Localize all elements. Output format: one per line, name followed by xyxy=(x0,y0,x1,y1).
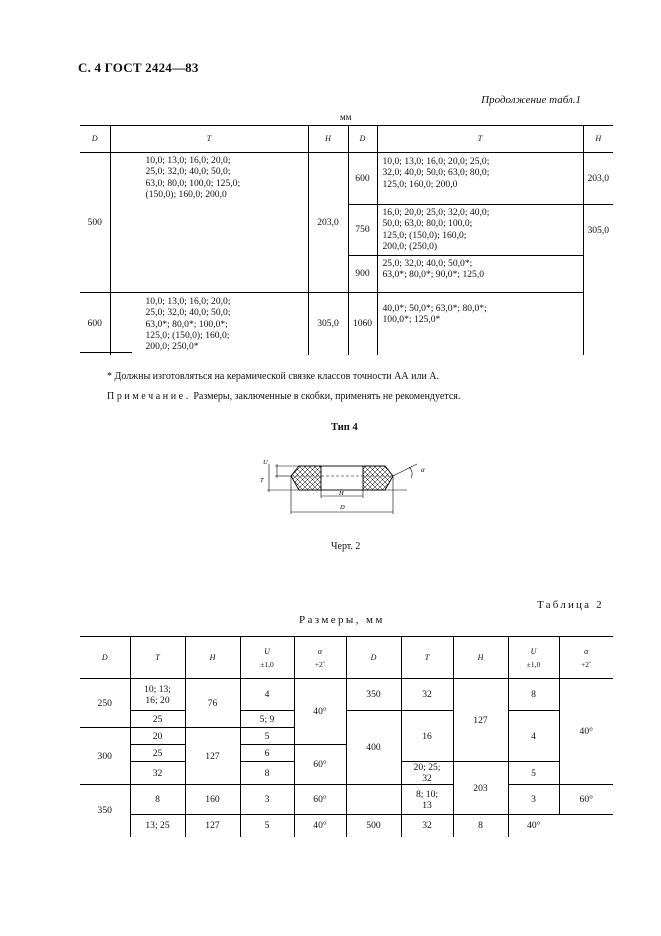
t2-alpha: 40° xyxy=(294,679,346,745)
t2-d-300: 300 xyxy=(80,728,130,785)
col-header-d: D xyxy=(80,126,110,153)
footnote-rule xyxy=(80,352,132,353)
cell-t-600: 10,0; 13,0; 16,0; 20,0; 25,0; 32,0; 40,0; 50,0; 63,0*; 80,0*; 100,0*; 125,0; (150,0); 160,0; 200,0; 250,0* xyxy=(110,293,308,355)
t2-u-right: 4 xyxy=(508,711,559,762)
col-header-t-right: T xyxy=(377,126,583,153)
t2-t-right: 8; 10; 13 xyxy=(401,785,453,815)
t2-u: 5 xyxy=(240,728,294,745)
wheel-type4-drawing xyxy=(255,442,435,520)
t2-h-right: 203 xyxy=(453,762,508,815)
col-header-h: H xyxy=(308,126,348,153)
cell-d-750: 750 xyxy=(348,205,377,256)
t2-t-right: 32 xyxy=(401,679,453,711)
note-text: Размеры, заключенные в скобки, применять не рекомендуется. xyxy=(193,391,461,402)
table2-title: Размеры, мм xyxy=(299,614,385,626)
t2-alpha-right: 40° xyxy=(508,815,559,837)
t2-t-right: 20; 25; 32 xyxy=(401,762,453,785)
table1-header-row xyxy=(80,126,613,153)
cell-d-600: 600 xyxy=(87,318,102,330)
page-header: С. 4 ГОСТ 2424—83 xyxy=(78,60,199,75)
t2-h: 127 xyxy=(185,728,240,785)
note xyxy=(107,391,460,402)
t2-h: 127 xyxy=(185,815,240,837)
t2-u: 3 xyxy=(240,785,294,815)
label-alpha: α xyxy=(421,466,425,474)
col-header-t: T xyxy=(110,126,308,153)
label-d: D xyxy=(340,504,345,511)
cell-d-1060: 1060 xyxy=(348,293,377,355)
figure-title: Тип 4 xyxy=(331,422,358,433)
footnote: * Должны изготовляться на керамической связке классов точности АА или А. xyxy=(107,371,440,382)
t2-d-250: 250 xyxy=(80,679,130,728)
t2-d-350: 350 xyxy=(97,805,112,817)
cell-d-500: 500 xyxy=(80,153,110,293)
t2-alpha: 60° xyxy=(294,785,346,815)
table-1 xyxy=(80,125,613,355)
t2-t-right: 32 xyxy=(401,815,453,837)
t2-header-t: T xyxy=(130,637,185,679)
table2-label: Таблица 2 xyxy=(537,599,604,611)
t2-t: 8 xyxy=(130,785,185,815)
t2-t: 25 xyxy=(130,711,185,728)
cell-d-600-right: 600 xyxy=(348,153,377,205)
continuation-label: Продолжение табл.1 xyxy=(481,94,581,106)
t2-u-right: 3 xyxy=(508,785,559,815)
t2-t: 20 xyxy=(130,728,185,745)
t2-header-h-right: H xyxy=(453,637,508,679)
t2-u: 5; 9 xyxy=(240,711,294,728)
cell-t-1060: 40,0*; 50,0*; 63,0*; 80,0*; 100,0*; 125,0* xyxy=(377,293,583,355)
t2-alpha: 60° xyxy=(294,745,346,785)
t2-u: 6 xyxy=(240,745,294,762)
t2-header-u-right: U ±1,0 xyxy=(508,637,559,679)
cell-t-750: 16,0; 20,0; 25,0; 32,0; 40,0; 50,0; 63,0; 80,0; 100,0; 125,0; (150,0); 160,0; 200,0; (250,0) xyxy=(377,205,583,256)
t2-header-d-right: D xyxy=(346,637,401,679)
cell-h-203: 203,0 xyxy=(308,153,348,293)
t2-t: 25 xyxy=(130,745,185,762)
col-header-d-right: D xyxy=(348,126,377,153)
t2-t-right: 16 xyxy=(401,711,453,762)
cell-h-305: 305,0 xyxy=(308,293,348,355)
label-h: H xyxy=(339,490,344,497)
t2-alpha: 40° xyxy=(294,815,346,837)
t2-header-alpha: α +2˚ xyxy=(294,637,346,679)
t2-t: 10; 13; 16; 20 xyxy=(130,679,185,711)
label-t: T xyxy=(260,477,264,484)
figure-caption: Черт. 2 xyxy=(331,541,361,552)
cell-t-900: 25,0; 32,0; 40,0; 50,0*; 63,0*; 80,0*; 90,0*; 125,0 xyxy=(377,256,583,293)
t2-d-500-right: 500 xyxy=(346,815,401,837)
t2-header-d: D xyxy=(80,637,130,679)
t2-h: 76 xyxy=(185,679,240,728)
table-2 xyxy=(80,636,613,837)
t2-header-h: H xyxy=(185,637,240,679)
t2-u-right: 8 xyxy=(508,679,559,711)
t2-u: 8 xyxy=(240,762,294,785)
t2-t: 32 xyxy=(130,762,185,785)
t2-d-400-right: 400 xyxy=(346,711,401,785)
t2-header-u: U ±1,0 xyxy=(240,637,294,679)
cell-t-500-1: 10,0; 13,0; 16,0; 20,0; 25,0; 32,0; 40,0; 50,0; 63,0; 80,0; 100,0; 125,0; (150,0); 160,0; 200,0 xyxy=(110,153,308,293)
t2-d-400-cont xyxy=(346,785,401,815)
t2-u: 4 xyxy=(240,679,294,711)
t2-u: 5 xyxy=(240,815,294,837)
cell-h-305-right: 305,0 xyxy=(583,205,613,355)
t2-t: 13; 25 xyxy=(130,815,185,837)
cell-h-203-right: 203,0 xyxy=(583,153,613,205)
t2-h-right: 127 xyxy=(453,679,508,762)
t2-alpha-right: 60° xyxy=(559,785,613,815)
table2-header-row xyxy=(80,637,613,679)
t2-header-t-right: T xyxy=(401,637,453,679)
col-header-h-right: H xyxy=(583,126,613,153)
t2-u-right: 5 xyxy=(508,762,559,785)
t2-u-right: 8 xyxy=(453,815,508,837)
label-u: U xyxy=(263,459,268,466)
note-label: Примечание. xyxy=(107,391,191,402)
t2-h: 160 xyxy=(185,785,240,815)
table1-unit: мм xyxy=(340,112,352,122)
cell-d-900: 900 xyxy=(348,256,377,293)
t2-alpha-right: 40° xyxy=(559,679,613,785)
cell-t-600-right: 10,0; 13,0; 16,0; 20,0; 25,0; 32,0; 40,0; 50,0; 63,0; 80,0; 125,0; 160,0; 200,0 xyxy=(377,153,583,205)
t2-d-350-right: 350 xyxy=(346,679,401,711)
t2-header-alpha-right: α +2˚ xyxy=(559,637,613,679)
wheel-profile xyxy=(291,466,393,490)
